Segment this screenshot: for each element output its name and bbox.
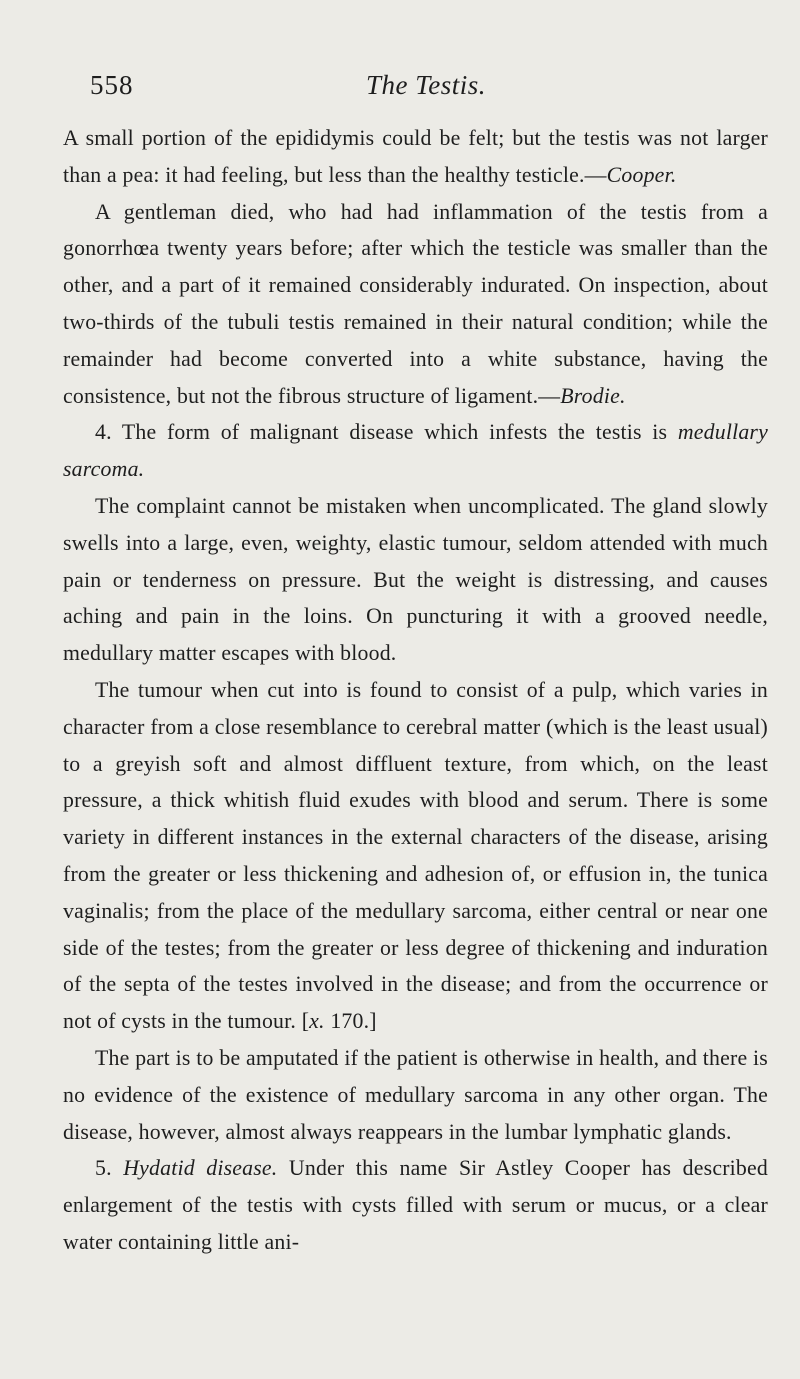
paragraph-text: The part is to be amputated if the patient is otherwise in health, and there is no evidence of the existence of medullary sarcoma in any other organ. The disease, however, almost always reappears in the lumbar lymphatic glands. [63,1045,768,1144]
reference-volume: x. [309,1009,325,1034]
paragraph-4 [63,488,768,672]
emphasis-term: Hydatid disease. [123,1156,278,1181]
paragraph-1 [63,120,768,194]
paragraph-3 [63,414,768,488]
paragraph-2 [63,194,768,415]
citation: Brodie. [560,383,626,408]
body-text [63,120,768,1261]
emphasis-term: medullary sarcoma. [63,420,768,482]
paragraph-5 [63,672,768,1040]
paragraph-text: A gentleman died, who had had inflammation of the testis from a gonorrhœa twenty years before; after which the testicle was smaller than the other, and a part of it remained considerably indurated. On inspection, about two-thirds of the tubuli testis remained in their natural condition; while the remainder had become converted into a white substance, having the consistence, but not the fibrous structure of ligament.— [63,199,768,408]
running-title: The Testis. [366,70,487,100]
page-number: 558 [90,70,134,100]
paragraph-6 [63,1040,768,1150]
paragraph-7 [63,1150,768,1260]
paragraph-text: Under this name Sir Astley Cooper has described enlargement of the testis with cysts filled with serum or mucus, or a clear water containing little ani- [63,1156,768,1254]
reference-number: 170.] [324,1009,377,1034]
citation: Cooper. [606,162,677,187]
paragraph-text: The tumour when cut into is found to consist of a pulp, which varies in character from a close resemblance to cerebral matter (which is the least usual) to a greyish soft and almost diffluent texture, from which, on the least pressure, a thick whitish fluid exudes with blood and serum. There is some variety in different instances in the external characters of the disease, arising from the greater or less thickening and adhesion of, or effusion in, the tunica vaginalis; from the place of the medullary sarcoma, either central or near one side of the testes; from the greater or less degree of thickening and induration of the septa of the testes involved in the disease; and from the occurrence or not of cysts in the tumour. [ [63,677,768,1034]
section-number: 5. [95,1156,124,1181]
paragraph-text: A small portion of the epididymis could be felt; but the testis was not larger than a pea: it had feeling, but less than the healthy testicle.— [63,126,768,187]
paragraph-text: The complaint cannot be mistaken when uncomplicated. The gland slowly swells into a large, even, weighty, elastic tumour, seldom attended with much pain or tenderness on pressure. But the weight is distressing, and causes aching and pain in the loins. On puncturing it with a grooved needle, medullary matter escapes with blood. [63,493,768,666]
paragraph-text: 4. The form of malignant disease which infests the testis is [95,420,678,445]
page-header [90,70,670,106]
